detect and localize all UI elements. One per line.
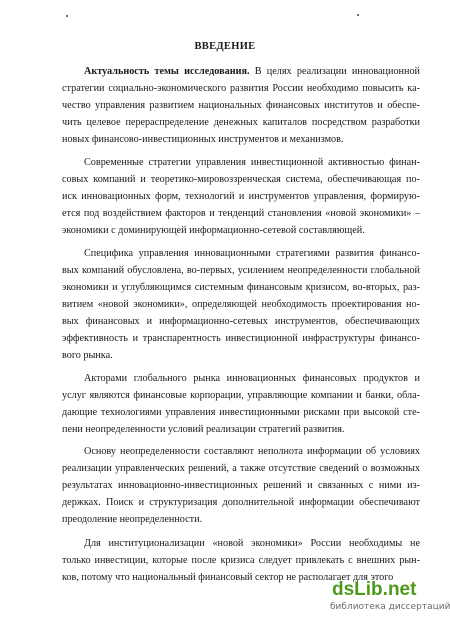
scan-speck [66,15,68,17]
paragraph-3-line: эффективность и транспарентность инвестиционной инфраструктуры финансо- [62,333,420,344]
relevance-lead: Актуальность темы исследования. [84,66,250,77]
paragraph-2-line: экономики с доминирующей информационно-сетевой составляющей. [62,225,365,236]
paragraph-5-line: результатах инновационно-инвестиционных решений и связанных с ними из- [62,480,420,491]
paragraph-1-line: стратегии социально-экономического развития России необходимо повысить ка- [62,83,420,94]
paragraph-5-line: реализации управленческих решений, а также отсутствие сведений о возможных [62,463,420,474]
section-heading: ВВЕДЕНИЕ [194,41,256,52]
paragraph-6-line: только инвестиции, которые после кризиса следует привлекать с внешних рын- [62,555,420,566]
dslib-logo: dsLib.net [332,579,417,600]
dslib-watermark[interactable] [330,579,450,617]
paragraph-1-line: чить целевое перераспределение денежных капиталов посредством разработки [62,117,420,128]
paragraph-6-line: Для институционализации «новой экономики» России необходимы не [84,538,420,549]
paragraph-2-line: иск инновационных форм, технологий и инструментов управления, формирую- [62,191,420,202]
paragraph-5-line: Основу неопределенности составляют неполнота информации об условиях [84,446,420,457]
paragraph-3-line: вых финансовых и информационно-сетевых инструментов, обеспечивающих [62,316,420,327]
paragraph-2-line: ется под воздействием факторов и тенденций становления «новой экономики» – [62,208,420,219]
paragraph-5-line: держках. Поиск и структуризация дополнительной информации обеспечивают [62,497,420,508]
paragraph-2-line: совых компаний и теоретико-мировоззренческая система, обеспечивающая по- [62,174,420,185]
paragraph-3-line: экономики и углубляющимся системным финансовым кризисом, во-вторых, раз- [62,282,420,293]
paragraph-1-line: чество управления развитием национальных финансовых институтов и обеспе- [62,100,420,111]
paragraph-4-line: пени неопределенности условий реализации стратегий развития. [62,424,345,435]
paragraph-6-line: ков, потому что национальный финансовый сектор не располагает для этого [62,572,394,583]
paragraph-4-line: дающие технологиями управления инвестиционными рисками при высокой сте- [62,407,420,418]
paragraph-4-line: услуг являются финансовые корпорации, управляющие компании и банки, обла- [62,390,420,401]
scan-speck [357,14,359,16]
paragraph-1-line-1: Актуальность темы исследования. В целях реализации инновационной [84,66,420,77]
paragraph-5-line: преодоление неопределенности. [62,514,203,525]
paragraph-4-line: Акторами глобального рынка инновационных финансовых продуктов и [84,373,420,384]
paragraph-3-line: вых компаний обусловлена, во-первых, усилением неопределенности глобальной [62,265,420,276]
dslib-subtitle: библиотека диссертаций [330,602,450,612]
paragraph-1-line: новых финансово-инвестиционных инструментов и механизмов. [62,134,344,145]
paragraph-2-line: Современные стратегии управления инвестиционной активностью финан- [84,157,420,168]
paragraph-3-line: вого рынка. [62,350,113,361]
paragraph-3-line: витием «новой экономики», определяющей необходимость проектирования но- [62,299,420,310]
paragraph-3-line: Специфика управления инновационными стратегиями развития финансо- [84,248,420,259]
